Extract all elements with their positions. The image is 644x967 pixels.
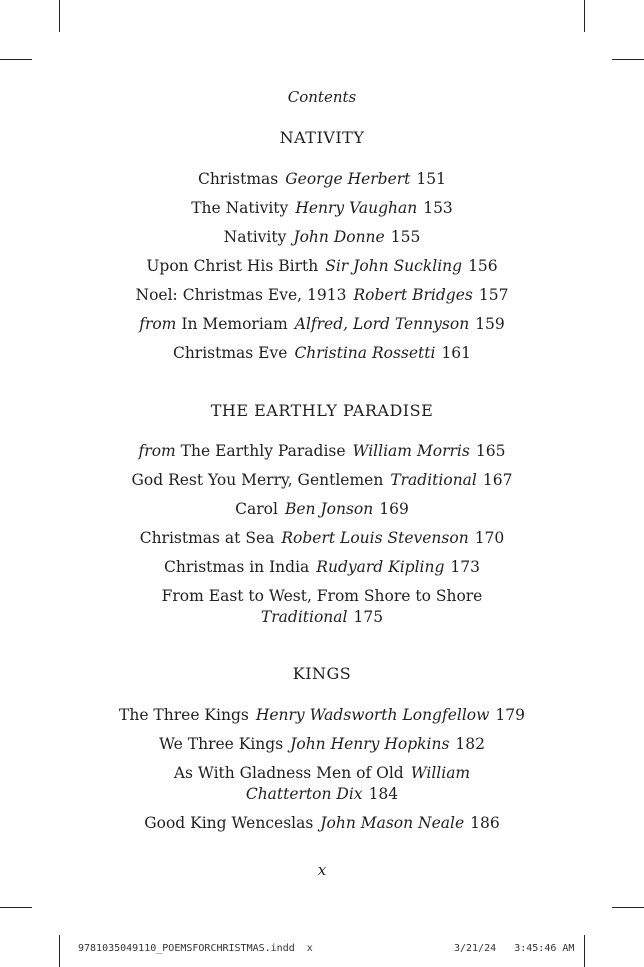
entry-page: 151 <box>416 170 447 188</box>
crop-mark-bottom-right <box>584 935 585 967</box>
entry-title: In Memoriam <box>181 315 288 333</box>
entry-author: Robert Bridges <box>353 286 473 304</box>
toc-entry <box>150 763 494 805</box>
toc-entry <box>110 705 534 726</box>
crop-mark-left-bottom <box>0 907 32 908</box>
toc-entry <box>110 499 534 520</box>
entry-author: Sir John Suckling <box>325 257 463 275</box>
toc-entry <box>110 314 534 335</box>
entry-prefix: from <box>138 442 176 460</box>
entry-author: Henry Wadsworth Longfellow <box>255 706 490 724</box>
entry-author: Traditional <box>390 471 477 489</box>
entry-page: 179 <box>495 706 525 724</box>
entry-author: William Chatterton Dix <box>245 764 471 803</box>
page-number: x <box>317 861 327 879</box>
entry-title: Nativity <box>223 228 287 246</box>
crop-mark-top-left <box>59 0 60 32</box>
entry-author: Rudyard Kipling <box>316 558 445 576</box>
slug-file: 9781035049110_POEMSFORCHRISTMAS.indd <box>78 943 295 954</box>
toc-entry <box>110 528 534 549</box>
entry-prefix: from <box>139 315 177 333</box>
section-heading-kings: KINGS <box>292 664 352 683</box>
entry-page: 175 <box>353 608 384 626</box>
crop-mark-right-top <box>612 59 644 60</box>
entry-author: Christina Rossetti <box>294 344 436 362</box>
entry-page: 167 <box>482 471 513 489</box>
entry-title: Christmas Eve <box>172 344 288 362</box>
entry-page: 155 <box>390 228 421 246</box>
toc-entry <box>110 198 534 219</box>
slug-time: 3:45:46 AM <box>514 943 575 954</box>
toc-entry <box>110 285 534 306</box>
entry-page: 169 <box>379 500 409 518</box>
entry-title: Noel: Christmas Eve, 1913 <box>135 286 347 304</box>
entry-page: 159 <box>475 315 505 333</box>
entry-title: Christmas in India <box>163 558 310 576</box>
crop-mark-left-top <box>0 59 32 60</box>
section-heading-nativity: NATIVITY <box>279 128 365 147</box>
toc-entry <box>110 813 534 834</box>
running-head: Contents <box>287 88 357 106</box>
entry-title: Good King Wenceslas <box>144 814 314 832</box>
entry-author: Alfred, Lord Tennyson <box>294 315 470 333</box>
entry-title: As With Gladness Men of Old <box>173 764 404 782</box>
entry-title: Upon Christ His Birth <box>146 257 319 275</box>
entry-author: Robert Louis Stevenson <box>281 529 469 547</box>
entry-author: John Mason Neale <box>320 814 465 832</box>
slug-page: x <box>306 943 313 954</box>
toc-entry <box>110 441 534 462</box>
entry-page: 165 <box>475 442 506 460</box>
entry-author: John Henry Hopkins <box>290 735 450 753</box>
entry-title: Christmas <box>197 170 279 188</box>
entry-title: Christmas at Sea <box>139 529 275 547</box>
entry-title: God Rest You Merry, Gentlemen <box>131 471 384 489</box>
crop-mark-right-bottom <box>612 907 644 908</box>
entry-title: The Earthly Paradise <box>180 442 346 460</box>
entry-title: The Three Kings <box>119 706 249 724</box>
entry-page: 170 <box>474 529 505 547</box>
toc-entry <box>110 256 534 277</box>
section-heading-earthly-paradise: THE EARTHLY PARADISE <box>210 401 434 420</box>
slug-filename <box>78 943 313 954</box>
entry-author: Henry Vaughan <box>295 199 418 217</box>
entry-page: 161 <box>441 344 472 362</box>
entry-title: From East to West, From Shore to Shore <box>161 587 483 605</box>
toc-entry <box>110 470 534 491</box>
slug-date: 3/21/24 <box>454 943 497 954</box>
toc-entry <box>110 169 534 190</box>
toc-entry <box>110 343 534 364</box>
toc-entry <box>110 557 534 578</box>
toc-entry <box>110 586 534 628</box>
entry-page: 157 <box>478 286 509 304</box>
entry-author: John Donne <box>293 228 385 246</box>
crop-mark-bottom-left <box>59 935 60 967</box>
entry-author: Traditional <box>260 608 348 626</box>
toc-entry <box>110 734 534 755</box>
crop-mark-top-right <box>584 0 585 32</box>
entry-page: 182 <box>455 735 486 753</box>
entry-title: The Nativity <box>191 199 289 217</box>
entry-author: George Herbert <box>285 170 411 188</box>
toc-entry <box>110 227 534 248</box>
entry-page: 156 <box>468 257 498 275</box>
entry-page: 173 <box>450 558 481 576</box>
slug-timestamp <box>454 943 574 954</box>
entry-page: 186 <box>470 814 500 832</box>
entry-author: William Morris <box>352 442 470 460</box>
entry-author: Ben Jonson <box>284 500 374 518</box>
entry-title: We Three Kings <box>158 735 284 753</box>
entry-page: 184 <box>368 785 399 803</box>
entry-page: 153 <box>423 199 453 217</box>
entry-title: Carol <box>235 500 278 518</box>
